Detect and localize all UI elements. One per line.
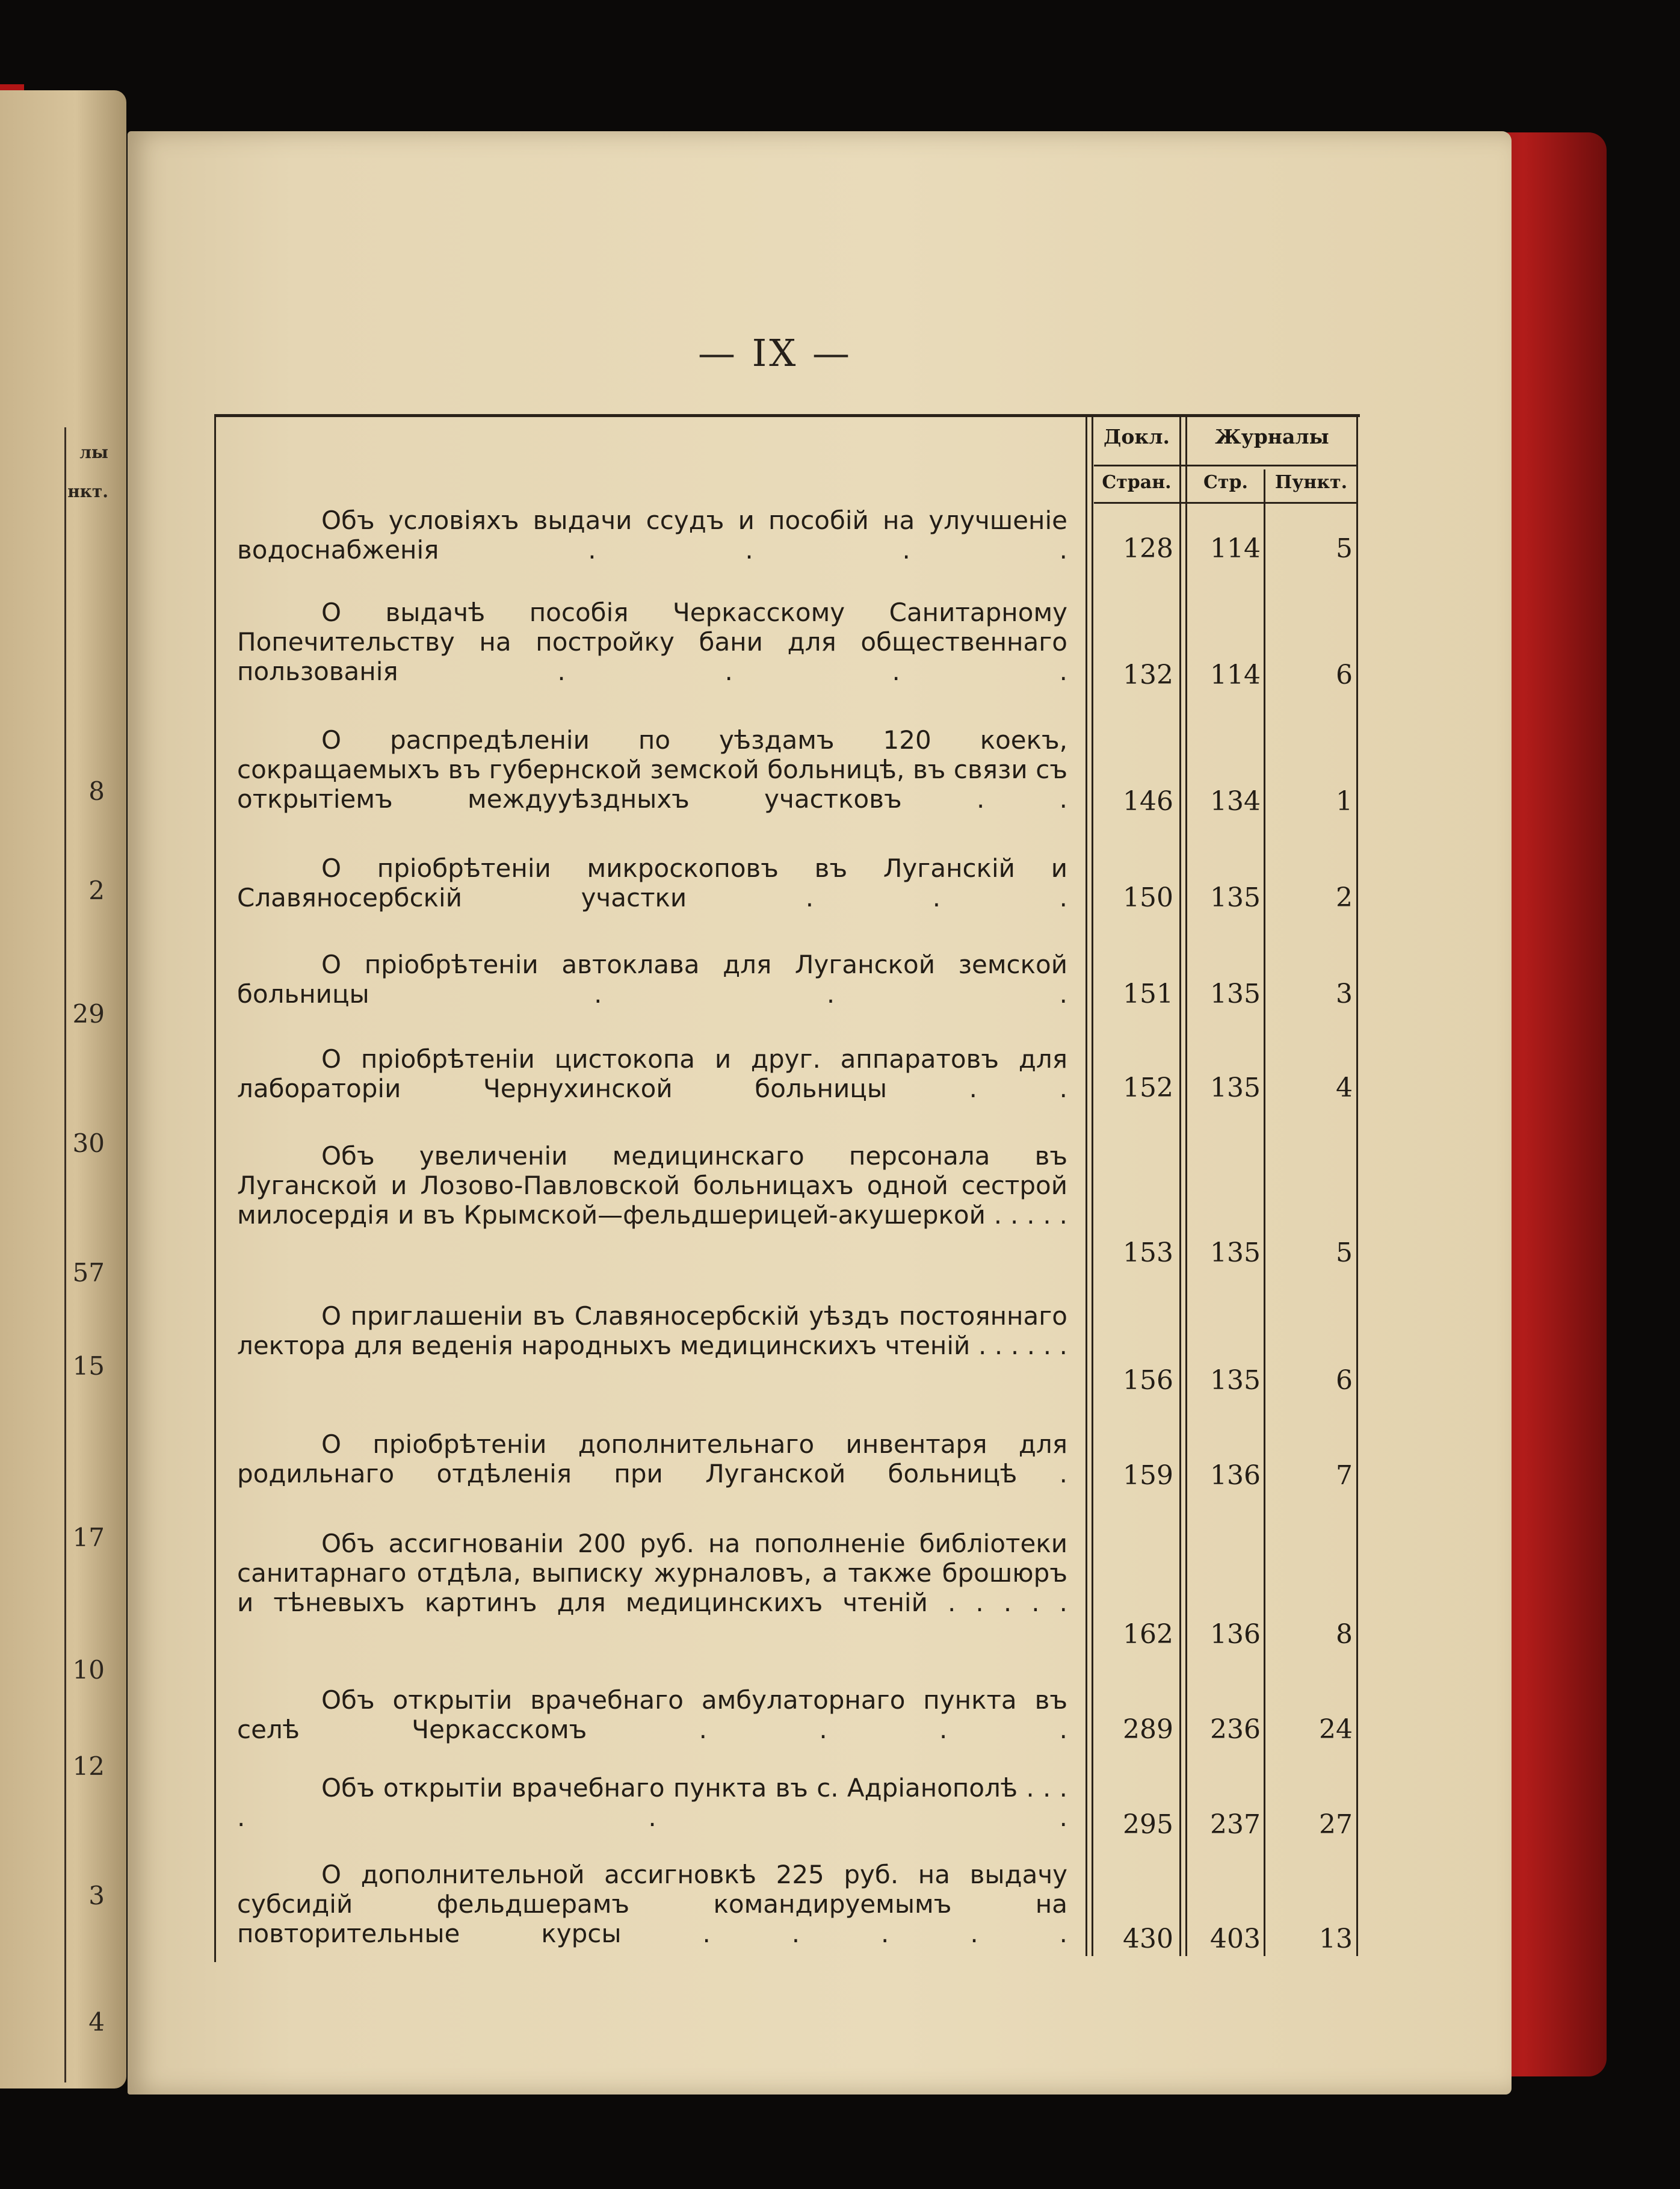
left-number: 29 [72,999,105,1029]
journal-column-rule [1179,415,1181,1956]
journal-page-value: 237 [1210,1809,1261,1840]
doc-page-value: 295 [1123,1809,1173,1840]
journal-page-value: 134 [1210,786,1261,817]
journal-column-rule-inner [1185,415,1187,1956]
journal-item-value: 5 [1336,533,1353,564]
doc-page-value: 152 [1123,1073,1173,1103]
left-header-2: нкт. [67,481,108,501]
journal-page-value: 114 [1210,660,1261,690]
left-number: 17 [72,1523,105,1552]
entry-text: Объ условіяхъ выдачи ссудъ и пособій на улучшеніе водоснабженія . . . . [237,506,1067,565]
page-number: — IX — [698,331,853,375]
journal-page-value: 135 [1210,1237,1261,1268]
journal-page-value: 135 [1210,979,1261,1009]
journal-page-value: 136 [1210,1460,1261,1491]
journal-item-value: 8 [1336,1619,1353,1650]
table-left-rule [214,415,216,1962]
table-top-rule [214,414,1360,417]
doc-page-value: 162 [1123,1619,1173,1650]
left-number: 57 [72,1258,105,1287]
journal-page-value: 135 [1210,1365,1261,1396]
entry-text: Объ открытіи врачебнаго амбулаторнаго пункта въ селѣ Черкасскомъ . . . . [237,1685,1067,1744]
left-number: 15 [72,1351,105,1381]
entry-text: Объ увеличеніи медицинскаго персонала въ Луганской и Лозово-Павловской больницахъ одной сестрой милосердія и въ Крымской—фельдшерицей-акушеркой . . . . . [237,1141,1067,1230]
doc-page-value: 146 [1123,786,1173,817]
journal-page-value: 136 [1210,1619,1261,1650]
journal-item-header: Пункт. [1274,472,1348,493]
journal-page-value: 135 [1210,882,1261,913]
entry-text: О пріобрѣтеніи микроскоповъ въ Луганскій и Славяносербскій участки . . . [237,853,1067,912]
left-number: 10 [72,1655,105,1685]
left-number: 30 [72,1129,105,1158]
entry-text: О пріобрѣтеніи дополнительнаго инвентаря для родильнаго отдѣленія при Луганской больницѣ . [237,1429,1067,1488]
left-number: 3 [88,1881,105,1910]
journal-page-header: Стр. [1203,472,1248,493]
journal-page-value: 114 [1210,533,1261,564]
journal-item-value: 13 [1319,1924,1353,1954]
doc-page-value: 159 [1123,1460,1173,1491]
entry-text: О выдачѣ пособія Черкасскому Санитарному Попечительству на постройку бани для общественнаго пользованія . . . . [237,598,1067,686]
entry-text: Объ ассигнованіи 200 руб. на пополненіе библіотеки санитарнаго отдѣла, выписку журналовъ, а также брошюръ и тѣневыхъ картинъ для медицинскихъ чтеній . . . . . [237,1529,1068,1617]
doc-page-value: 156 [1123,1365,1173,1396]
journal-page-value: 135 [1210,1073,1261,1103]
journal-item-value: 6 [1336,660,1353,690]
header-divider [1094,465,1356,466]
journal-item-value: 6 [1336,1365,1353,1396]
journal-item-value: 3 [1336,979,1353,1009]
entry-text: О пріобрѣтеніи автоклава для Луганской земской больницы . . . [237,950,1067,1009]
journal-page-value: 236 [1210,1714,1261,1745]
journal-item-value: 27 [1319,1809,1353,1840]
entry-text: О распредѣленіи по уѣздамъ 120 коекъ, сокращаемыхъ въ губернской земской больницѣ, въ связи съ открытіемъ междууѣздныхъ участковъ . . [237,725,1067,814]
doc-page-header: Стран. [1102,472,1172,493]
journal-item-value: 2 [1336,882,1353,913]
left-number: 2 [88,876,105,905]
doc-page-value: 151 [1123,979,1173,1009]
doc-column-rule [1086,415,1087,1956]
entry-text: О дополнительной ассигновкѣ 225 руб. на выдачу субсидій фельдшерамъ командируемымъ на повторительные курсы . . . . . [237,1860,1067,1948]
doc-page-value: 132 [1123,660,1173,690]
doc-page-value: 153 [1123,1237,1173,1268]
entry-text: О пріобрѣтеніи цистокопа и друг. аппаратовъ для лабораторіи Чернухинской больницы . . [237,1044,1067,1103]
doc-page-value: 430 [1123,1924,1173,1954]
left-page [0,90,126,2088]
journal-item-value: 5 [1336,1237,1353,1268]
left-column-rule [64,427,66,2082]
header-bottom-divider [1094,502,1356,504]
entry-text: Объ открытіи врачебнаго пункта въ с. Адріанополѣ . . . . . . [237,1773,1067,1832]
doc-page-value: 289 [1123,1714,1173,1745]
item-column-rule [1264,469,1265,1956]
journal-item-value: 24 [1319,1714,1353,1745]
left-number: 8 [88,776,105,806]
doc-column-rule-inner [1092,415,1093,1956]
doc-group-header: Докл. [1104,425,1170,448]
doc-page-value: 150 [1123,882,1173,913]
left-number: 12 [72,1751,105,1781]
table-right-rule [1356,415,1358,1956]
left-header-1: лы [79,442,108,462]
journal-group-header: Журналы [1215,425,1329,448]
entry-text: О приглашеніи въ Славяносербскій уѣздъ постояннаго лектора для веденія народныхъ медицинскихъ чтеній . . . . . . [237,1301,1067,1360]
journal-page-value: 403 [1210,1924,1261,1954]
doc-page-value: 128 [1123,533,1173,564]
journal-item-value: 1 [1336,786,1353,817]
journal-item-value: 4 [1336,1073,1353,1103]
left-number: 4 [88,2007,105,2037]
journal-item-value: 7 [1336,1460,1353,1491]
